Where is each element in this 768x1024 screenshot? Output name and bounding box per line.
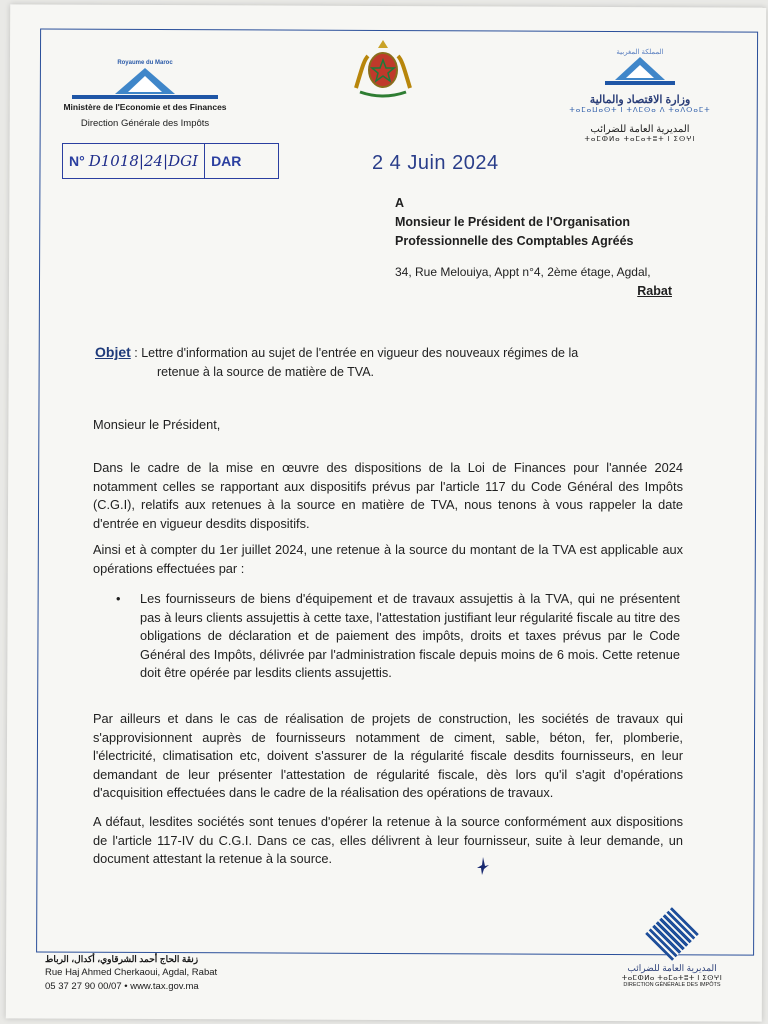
royal-coat-of-arms-icon bbox=[350, 38, 416, 100]
arabic-dgi: المديرية العامة للضرائب bbox=[590, 124, 690, 135]
recipient-line1: Monsieur le Président de l'Organisation bbox=[395, 215, 630, 229]
footer-address-fr: Rue Haj Ahmed Cherkaoui, Agdal, Rabat bbox=[45, 967, 218, 978]
recipient-address bbox=[395, 194, 672, 301]
arabic-kingdom: المملكة المغربية bbox=[616, 49, 664, 56]
ministry-header bbox=[60, 60, 230, 129]
footer-arabic-address: زنقة الحاج أحمد الشرقاوي، أكدال، الرباط bbox=[45, 954, 199, 964]
recipient-a: A bbox=[395, 196, 405, 210]
footer-address bbox=[45, 952, 217, 994]
ministry-name: Ministère de l'Economie et des Finances bbox=[63, 102, 227, 112]
recipient-city: Rabat bbox=[637, 284, 672, 298]
reference-code: DAR bbox=[211, 153, 242, 169]
tifinagh-ministry: ⵜⴰⵎⴰⵡⴰⵙⵜ ⵏ ⵜⴷⵎⵙⴰ ⴷ ⵜⴰⴷⵔⴰⵎⵜ bbox=[569, 107, 711, 114]
reference-prefix: N° bbox=[69, 153, 85, 169]
arabic-ministry: وزارة الاقتصاد والمالية bbox=[589, 94, 691, 106]
ministry-logo-icon bbox=[60, 66, 230, 100]
subject-block bbox=[95, 343, 685, 382]
paragraph-3: Par ailleurs et dans le cas de réalisation de projets de construction, les sociétés de travaux qui s'approvisionnent auprès de fournisseurs notamment de ciment, sable, béton, fer, plomberie, l'électricité, climatisation etc, doivent s'assurer de la régularité fiscale desdits fournisseurs, en leur demandant de leur présenter l'attestation de régularité fiscale, dès lors qu'il s'agit d'opérations d'acquisition effectuées dans le cadre de la réalisation des opérations de travaux. bbox=[93, 711, 683, 800]
arabic-header bbox=[565, 48, 715, 143]
reference-number: D1018|24|DGI bbox=[88, 152, 199, 170]
subject-line1: : Lettre d'information au sujet de l'entrée en vigueur des nouveaux régimes de la bbox=[134, 346, 579, 360]
bullet-text: Les fournisseurs de biens d'équipement et de travaux assujettis à la TVA, qui ne présentent pas à leurs clients assujettis à cette taxe, l'attestation justifiant leur régularité fiscale au titre des obligations de déclaration et de paiement des impôts, droits et taxes prévus par le Code Général des Impôts, délivrée par l'administration fiscale depuis moins de 6 mois. Cette retenue doit être opérée par lesdits clients assujettis. bbox=[140, 591, 680, 680]
letter-date: 2 4 Juin 2024 bbox=[372, 152, 499, 174]
dgi-footer-logo bbox=[612, 915, 732, 988]
subject-label: Objet bbox=[95, 344, 131, 360]
footer-contact: 05 37 27 90 00/07 • www.tax.gov.ma bbox=[45, 981, 199, 992]
recipient-street: 34, Rue Melouiya, Appt n°4, 2ème étage, Agdal, bbox=[395, 265, 651, 279]
salutation: Monsieur le Président, bbox=[93, 417, 221, 432]
direction-name: Direction Générale des Impôts bbox=[80, 118, 210, 129]
footer-dgi-fr: DIRECTION GÉNÉRALE DES IMPÔTS bbox=[623, 982, 721, 988]
signature-mark-icon bbox=[476, 856, 490, 881]
paragraph-4: A défaut, lesdites sociétés sont tenues d'opérer la retenue à la source conformément aux dispositions de l'article 117-IV du C.G.I. Dans ce cas, elles délivrent à leur fournisseur, suite à leur demande, un document attestant la retenue à la source. bbox=[93, 814, 683, 866]
subject-line2: retenue à la source de matière de TVA. bbox=[157, 365, 375, 379]
tifinagh-dgi: ⵜⴰⵎⵀⵍⴰ ⵜⴰⵎⴰⵜⵓⵜ ⵏ ⵉⵙⵖⵏ bbox=[584, 136, 696, 143]
dgi-logo-icon bbox=[645, 907, 699, 961]
kingdom-label: Royaume du Maroc bbox=[117, 60, 173, 66]
bullet-dot-icon: • bbox=[116, 591, 121, 606]
footer-arabic-dgi: المديرية العامة للضرائب bbox=[627, 963, 717, 973]
footer-tifinagh-dgi: ⵜⴰⵎⵀⵍⴰ ⵜⴰⵎⴰⵜⵓⵜ ⵏ ⵉⵙⵖⵏ bbox=[621, 975, 723, 982]
bullet-item bbox=[116, 590, 680, 683]
reference-stamp bbox=[62, 143, 279, 179]
ministry-logo-icon-right bbox=[565, 56, 715, 91]
paragraph-1: Dans le cadre de la mise en œuvre des dispositions de la Loi de Finances pour l'année 2024 notamment celles se rapportant aux dispositifs prévus par l'article 117 du Code Général des Impôts (C.G.I), relatifs aux retenues à la source en matière de TVA, nous tenons à vous rappeler la date d'entrée en vigueur desdits dispositifs. bbox=[93, 460, 683, 531]
recipient-line2: Professionnelle des Comptables Agréés bbox=[395, 234, 634, 248]
paragraph-2: Ainsi et à compter du 1er juillet 2024, une retenue à la source du montant de la TVA est applicable aux opérations effectuées par : bbox=[93, 542, 683, 576]
